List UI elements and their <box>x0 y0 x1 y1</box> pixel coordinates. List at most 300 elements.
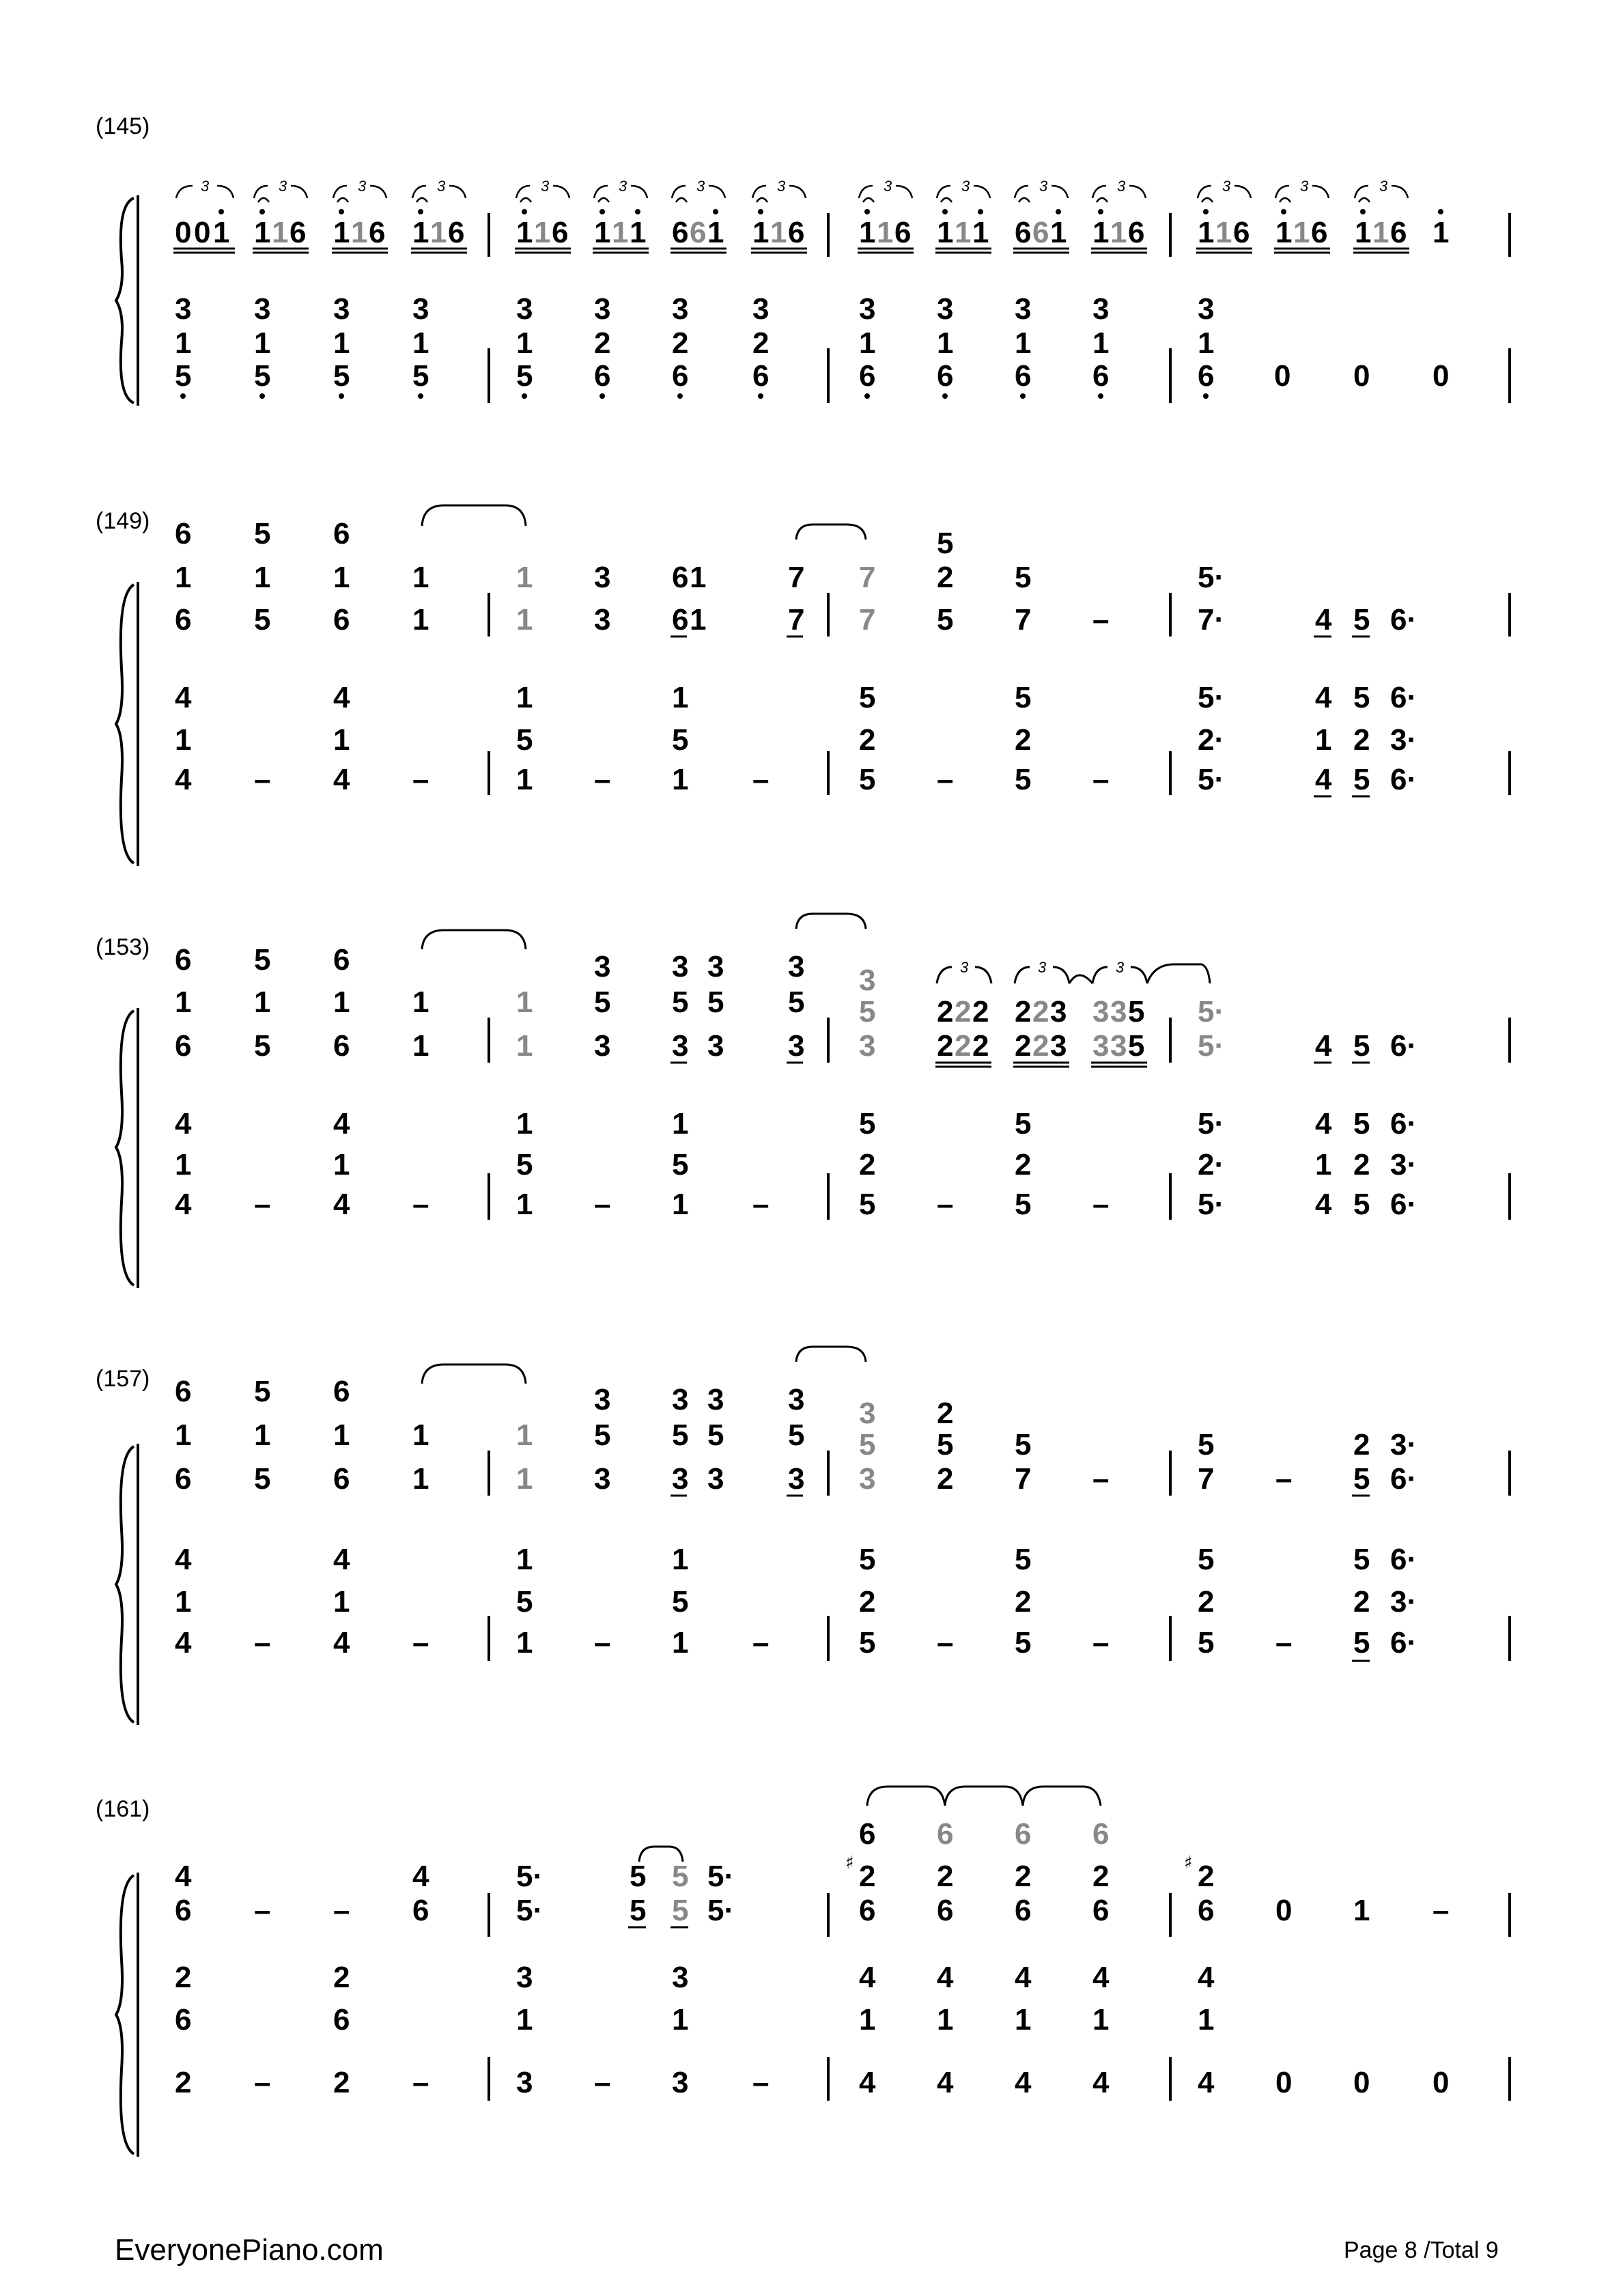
svg-text:1: 1 <box>333 1148 350 1181</box>
svg-text:5: 5 <box>672 1148 689 1181</box>
svg-text:1: 1 <box>877 216 894 249</box>
svg-text:3: 3 <box>516 1961 533 1994</box>
svg-text:5: 5 <box>594 1418 611 1452</box>
svg-text:3: 3 <box>672 950 689 983</box>
svg-text:1: 1 <box>412 1462 429 1496</box>
svg-text:2: 2 <box>1353 723 1370 757</box>
svg-text:3: 3 <box>672 1029 689 1063</box>
svg-text:1: 1 <box>516 1029 533 1063</box>
svg-text:5: 5 <box>1353 1543 1370 1576</box>
svg-text:5: 5 <box>1015 681 1032 714</box>
svg-text:1: 1 <box>516 763 533 796</box>
svg-text:3: 3 <box>412 292 429 326</box>
svg-text:1: 1 <box>859 326 876 360</box>
svg-text:6: 6 <box>1015 359 1032 393</box>
svg-text:5·: 5· <box>1198 1188 1225 1221</box>
svg-text:3: 3 <box>777 178 786 195</box>
svg-text:1: 1 <box>516 561 533 594</box>
svg-text:5: 5 <box>1198 1428 1215 1461</box>
system-149 <box>96 505 1510 866</box>
svg-text:5: 5 <box>1015 763 1032 796</box>
svg-text:1: 1 <box>412 603 429 636</box>
svg-text:5: 5 <box>175 359 192 393</box>
svg-text:7·: 7· <box>1198 603 1225 636</box>
svg-text:3: 3 <box>859 292 876 326</box>
svg-text:–: – <box>594 2066 611 2099</box>
svg-text:–: – <box>937 1188 954 1221</box>
svg-text:6·: 6· <box>1390 603 1417 636</box>
svg-text:6: 6 <box>1092 1894 1110 1927</box>
svg-text:–: – <box>1092 1626 1110 1660</box>
svg-text:2: 2 <box>175 1961 192 1994</box>
svg-text:4: 4 <box>859 2066 876 2099</box>
svg-text:6: 6 <box>1198 1894 1215 1927</box>
svg-text:4: 4 <box>1198 1961 1215 1994</box>
svg-text:3: 3 <box>1092 292 1110 326</box>
svg-text:3: 3 <box>1116 959 1125 976</box>
svg-text:1: 1 <box>516 985 533 1019</box>
svg-text:1: 1 <box>630 216 647 249</box>
svg-text:5: 5 <box>1353 1462 1370 1496</box>
svg-text:5: 5 <box>1353 603 1370 636</box>
svg-text:6·: 6· <box>1390 681 1417 714</box>
measure-number: (153) <box>96 934 150 960</box>
measure-number: (145) <box>96 113 150 139</box>
svg-text:6: 6 <box>175 1894 192 1927</box>
svg-text:4: 4 <box>175 1188 192 1221</box>
svg-text:3: 3 <box>594 1462 611 1496</box>
svg-text:6: 6 <box>859 1817 876 1851</box>
svg-text:1: 1 <box>1092 2003 1110 2036</box>
svg-text:6: 6 <box>1032 216 1049 249</box>
svg-text:2: 2 <box>859 1585 876 1619</box>
svg-text:1: 1 <box>213 216 230 249</box>
svg-text:1: 1 <box>1198 216 1215 249</box>
svg-text:5: 5 <box>937 527 954 560</box>
svg-text:3: 3 <box>1110 995 1127 1028</box>
svg-text:5: 5 <box>516 1148 533 1181</box>
svg-text:1: 1 <box>1353 1894 1370 1927</box>
svg-text:–: – <box>254 2066 271 2099</box>
svg-text:1: 1 <box>175 1418 192 1452</box>
svg-text:6: 6 <box>333 603 350 636</box>
svg-text:5: 5 <box>630 1860 647 1893</box>
svg-text:3: 3 <box>594 950 611 983</box>
svg-text:6: 6 <box>412 1894 429 1927</box>
svg-text:1: 1 <box>333 723 350 757</box>
svg-text:–: – <box>254 1626 271 1660</box>
svg-text:6: 6 <box>1198 359 1215 393</box>
svg-text:3: 3 <box>279 178 287 195</box>
svg-text:6: 6 <box>672 603 689 636</box>
svg-text:2: 2 <box>937 1397 954 1430</box>
svg-text:–: – <box>412 763 429 796</box>
svg-text:0: 0 <box>175 216 192 249</box>
svg-text:1: 1 <box>1198 326 1215 360</box>
svg-text:3: 3 <box>254 292 271 326</box>
svg-text:4: 4 <box>1315 1188 1332 1221</box>
svg-text:3: 3 <box>961 178 970 195</box>
svg-text:1: 1 <box>1293 216 1310 249</box>
svg-text:3: 3 <box>707 950 724 983</box>
svg-text:4: 4 <box>937 1961 954 1994</box>
svg-text:1: 1 <box>175 326 192 360</box>
svg-text:2: 2 <box>1198 1860 1215 1893</box>
svg-text:5: 5 <box>630 1894 647 1927</box>
svg-text:3·: 3· <box>1390 723 1417 757</box>
svg-text:4: 4 <box>333 1188 350 1221</box>
svg-text:2: 2 <box>1032 995 1049 1028</box>
svg-text:3: 3 <box>707 1462 724 1496</box>
svg-text:3·: 3· <box>1390 1585 1417 1619</box>
svg-text:4: 4 <box>175 681 192 714</box>
svg-text:2: 2 <box>937 561 954 594</box>
svg-text:1: 1 <box>672 1543 689 1576</box>
svg-text:1: 1 <box>752 216 770 249</box>
svg-text:4: 4 <box>412 1860 429 1893</box>
svg-text:1: 1 <box>175 1585 192 1619</box>
svg-text:5: 5 <box>254 1462 271 1496</box>
svg-text:5: 5 <box>1015 1543 1032 1576</box>
svg-text:2: 2 <box>1015 1029 1032 1063</box>
svg-text:7: 7 <box>788 603 805 636</box>
svg-text:5: 5 <box>516 359 533 393</box>
svg-text:7: 7 <box>1198 1462 1215 1496</box>
svg-text:2: 2 <box>672 326 689 360</box>
svg-text:5: 5 <box>672 1894 689 1927</box>
svg-text:4: 4 <box>175 1860 192 1893</box>
svg-text:4: 4 <box>175 763 192 796</box>
svg-text:5: 5 <box>859 1107 876 1140</box>
svg-text:–: – <box>254 1188 271 1221</box>
svg-text:5: 5 <box>1353 1107 1370 1140</box>
svg-text:5·: 5· <box>516 1894 544 1927</box>
svg-text:–: – <box>752 1188 770 1221</box>
svg-text:2: 2 <box>937 1029 954 1063</box>
svg-text:–: – <box>1433 1894 1450 1927</box>
svg-text:3: 3 <box>1300 178 1309 195</box>
measure-number: (161) <box>96 1796 150 1822</box>
svg-text:6: 6 <box>937 1894 954 1927</box>
svg-text:2: 2 <box>937 995 954 1028</box>
svg-text:4: 4 <box>333 763 350 796</box>
svg-text:3: 3 <box>788 950 805 983</box>
svg-text:2: 2 <box>1015 995 1032 1028</box>
svg-text:5: 5 <box>859 1428 876 1461</box>
svg-text:1: 1 <box>333 561 350 594</box>
svg-text:5: 5 <box>1353 1626 1370 1660</box>
svg-text:5·: 5· <box>1198 995 1225 1028</box>
svg-text:3: 3 <box>1039 178 1048 195</box>
svg-text:1: 1 <box>175 561 192 594</box>
svg-text:–: – <box>1092 1462 1110 1496</box>
svg-text:5: 5 <box>333 359 350 393</box>
svg-text:1: 1 <box>516 603 533 636</box>
svg-text:3: 3 <box>1015 292 1032 326</box>
svg-text:1: 1 <box>516 216 533 249</box>
system-161 <box>96 1787 1510 2157</box>
svg-text:5: 5 <box>1015 1107 1032 1140</box>
svg-text:3: 3 <box>175 292 192 326</box>
svg-text:2: 2 <box>1015 1148 1032 1181</box>
svg-text:4: 4 <box>1015 2066 1032 2099</box>
svg-text:3: 3 <box>1222 178 1231 195</box>
svg-text:0: 0 <box>1274 359 1291 393</box>
svg-text:6: 6 <box>175 1375 192 1408</box>
svg-text:5: 5 <box>254 603 271 636</box>
svg-text:6: 6 <box>1015 1817 1032 1851</box>
svg-text:2: 2 <box>1092 1860 1110 1893</box>
svg-text:1: 1 <box>1050 216 1067 249</box>
svg-text:5·: 5· <box>707 1894 735 1927</box>
svg-text:3: 3 <box>1038 959 1047 976</box>
svg-text:6: 6 <box>175 603 192 636</box>
svg-text:6·: 6· <box>1390 1188 1417 1221</box>
svg-text:3: 3 <box>672 1462 689 1496</box>
system-157 <box>96 1347 1510 1725</box>
svg-text:3: 3 <box>859 1397 876 1430</box>
svg-text:5: 5 <box>1015 1188 1032 1221</box>
svg-text:1: 1 <box>672 1188 689 1221</box>
svg-text:2: 2 <box>333 1961 350 1994</box>
svg-text:5: 5 <box>1015 561 1032 594</box>
svg-text:2: 2 <box>859 723 876 757</box>
svg-text:2: 2 <box>333 2066 350 2099</box>
svg-text:5: 5 <box>1128 1029 1145 1063</box>
svg-text:5·: 5· <box>1198 1107 1225 1140</box>
svg-text:5: 5 <box>707 985 724 1019</box>
svg-text:6: 6 <box>752 359 770 393</box>
svg-text:6: 6 <box>448 216 465 249</box>
svg-text:5: 5 <box>672 1860 689 1893</box>
svg-text:1: 1 <box>1092 216 1110 249</box>
svg-text:1: 1 <box>955 216 972 249</box>
svg-text:5: 5 <box>1353 763 1370 796</box>
svg-text:3: 3 <box>1117 178 1126 195</box>
svg-text:1: 1 <box>516 1626 533 1660</box>
svg-text:6: 6 <box>552 216 569 249</box>
svg-text:1: 1 <box>412 1418 429 1452</box>
svg-text:5: 5 <box>254 1375 271 1408</box>
svg-text:6·: 6· <box>1390 1626 1417 1660</box>
svg-text:1: 1 <box>516 681 533 714</box>
svg-text:5·: 5· <box>516 1860 544 1893</box>
svg-text:4: 4 <box>333 1626 350 1660</box>
svg-text:3: 3 <box>672 2066 689 2099</box>
svg-text:1: 1 <box>1015 2003 1032 2036</box>
svg-text:3: 3 <box>672 292 689 326</box>
svg-text:–: – <box>937 763 954 796</box>
svg-text:7: 7 <box>859 603 876 636</box>
svg-text:5: 5 <box>672 1585 689 1619</box>
svg-text:6·: 6· <box>1390 1462 1417 1496</box>
svg-text:1: 1 <box>254 985 271 1019</box>
svg-text:5: 5 <box>859 1188 876 1221</box>
svg-text:1: 1 <box>412 985 429 1019</box>
svg-text:4: 4 <box>1315 1029 1332 1063</box>
svg-text:6: 6 <box>175 943 192 977</box>
svg-text:6: 6 <box>859 359 876 393</box>
svg-text:–: – <box>937 1626 954 1660</box>
svg-text:1: 1 <box>1355 216 1372 249</box>
svg-text:1: 1 <box>254 216 271 249</box>
svg-text:3·: 3· <box>1390 1428 1417 1461</box>
svg-text:6: 6 <box>1092 359 1110 393</box>
svg-text:1: 1 <box>690 603 707 636</box>
svg-text:1: 1 <box>333 326 350 360</box>
svg-text:6: 6 <box>333 2003 350 2036</box>
svg-text:1: 1 <box>516 1462 533 1496</box>
svg-text:1: 1 <box>333 1418 350 1452</box>
svg-text:6: 6 <box>333 1375 350 1408</box>
svg-text:–: – <box>1092 763 1110 796</box>
svg-text:1: 1 <box>937 2003 954 2036</box>
svg-text:1: 1 <box>351 216 368 249</box>
svg-text:5: 5 <box>859 1543 876 1576</box>
svg-text:1: 1 <box>534 216 551 249</box>
svg-text:3: 3 <box>696 178 705 195</box>
svg-text:1: 1 <box>516 2003 533 2036</box>
svg-text:5·: 5· <box>1198 681 1225 714</box>
svg-text:–: – <box>752 1626 770 1660</box>
svg-text:1: 1 <box>1198 2003 1215 2036</box>
svg-text:5: 5 <box>1198 1543 1215 1576</box>
svg-text:4: 4 <box>1315 603 1332 636</box>
svg-text:5: 5 <box>254 359 271 393</box>
svg-text:6·: 6· <box>1390 1029 1417 1063</box>
svg-text:–: – <box>254 1894 271 1927</box>
svg-text:5: 5 <box>1128 995 1145 1028</box>
svg-text:5: 5 <box>672 1418 689 1452</box>
svg-text:3: 3 <box>859 1029 876 1063</box>
svg-text:0: 0 <box>194 216 211 249</box>
svg-text:–: – <box>412 1626 429 1660</box>
svg-text:3: 3 <box>594 561 611 594</box>
svg-text:1: 1 <box>1433 216 1450 249</box>
svg-text:6: 6 <box>672 561 689 594</box>
svg-text:1: 1 <box>254 561 271 594</box>
measure-number: (149) <box>96 508 150 534</box>
svg-text:1: 1 <box>412 1029 429 1063</box>
svg-text:1: 1 <box>1275 216 1293 249</box>
svg-text:–: – <box>594 763 611 796</box>
svg-text:1: 1 <box>333 1585 350 1619</box>
svg-text:5: 5 <box>1353 1029 1370 1063</box>
site-name: EveryonePiano.com <box>115 2233 384 2267</box>
svg-text:1: 1 <box>770 216 787 249</box>
svg-text:1: 1 <box>516 1188 533 1221</box>
svg-text:3·: 3· <box>1390 1148 1417 1181</box>
svg-text:3: 3 <box>1050 995 1067 1028</box>
svg-text:4: 4 <box>175 1543 192 1576</box>
svg-text:5: 5 <box>516 1585 533 1619</box>
svg-text:4: 4 <box>1092 1961 1110 1994</box>
svg-text:1: 1 <box>1315 723 1332 757</box>
svg-text:2: 2 <box>955 995 972 1028</box>
svg-text:3: 3 <box>1050 1029 1067 1063</box>
svg-text:1: 1 <box>707 216 724 249</box>
svg-text:2·: 2· <box>1198 1148 1225 1181</box>
svg-text:3: 3 <box>516 292 533 326</box>
svg-text:0: 0 <box>1275 2066 1293 2099</box>
measure-number: (157) <box>96 1366 150 1392</box>
svg-text:5: 5 <box>859 995 876 1028</box>
svg-text:1: 1 <box>254 326 271 360</box>
svg-text:6: 6 <box>333 943 350 977</box>
svg-text:7: 7 <box>1015 603 1032 636</box>
svg-text:1: 1 <box>1315 1148 1332 1181</box>
svg-text:5: 5 <box>672 985 689 1019</box>
svg-text:2: 2 <box>1015 1860 1032 1893</box>
svg-text:6: 6 <box>594 359 611 393</box>
svg-text:5: 5 <box>254 1029 271 1063</box>
svg-text:1: 1 <box>333 216 350 249</box>
svg-text:6: 6 <box>333 1462 350 1496</box>
svg-text:0: 0 <box>1275 1894 1293 1927</box>
svg-text:5: 5 <box>859 763 876 796</box>
svg-text:6: 6 <box>1390 216 1407 249</box>
svg-text:3: 3 <box>437 178 446 195</box>
svg-text:4: 4 <box>859 1961 876 1994</box>
svg-text:5: 5 <box>937 603 954 636</box>
svg-text:5: 5 <box>707 1418 724 1452</box>
svg-text:0: 0 <box>1433 359 1450 393</box>
svg-text:6: 6 <box>333 1029 350 1063</box>
svg-text:5: 5 <box>788 1418 805 1452</box>
svg-text:5: 5 <box>937 1428 954 1461</box>
svg-text:–: – <box>1092 603 1110 636</box>
svg-text:6: 6 <box>672 216 689 249</box>
svg-text:5: 5 <box>788 985 805 1019</box>
svg-text:1: 1 <box>672 681 689 714</box>
svg-text:6: 6 <box>175 1029 192 1063</box>
svg-text:6: 6 <box>175 2003 192 2036</box>
svg-text:3: 3 <box>788 1383 805 1416</box>
svg-text:2: 2 <box>859 1148 876 1181</box>
svg-text:–: – <box>254 763 271 796</box>
svg-text:3: 3 <box>752 292 770 326</box>
svg-text:♯: ♯ <box>1184 1853 1193 1873</box>
svg-text:1: 1 <box>412 326 429 360</box>
svg-text:2: 2 <box>937 1860 954 1893</box>
svg-text:1: 1 <box>937 326 954 360</box>
svg-text:1: 1 <box>1372 216 1389 249</box>
svg-text:3: 3 <box>619 178 627 195</box>
svg-text:3: 3 <box>960 959 969 976</box>
svg-text:5·: 5· <box>707 1860 735 1893</box>
svg-text:1: 1 <box>254 1418 271 1452</box>
page-number: Page 8 /Total 9 <box>1344 2237 1499 2263</box>
svg-text:2: 2 <box>972 995 989 1028</box>
svg-text:3: 3 <box>707 1383 724 1416</box>
svg-text:5: 5 <box>254 943 271 977</box>
svg-text:2: 2 <box>1032 1029 1049 1063</box>
svg-text:5: 5 <box>516 723 533 757</box>
svg-text:6: 6 <box>1092 1817 1110 1851</box>
svg-text:6·: 6· <box>1390 1543 1417 1576</box>
svg-text:2: 2 <box>1198 1585 1215 1619</box>
svg-text:3: 3 <box>1379 178 1388 195</box>
svg-text:3: 3 <box>594 603 611 636</box>
svg-text:1: 1 <box>272 216 289 249</box>
svg-text:3: 3 <box>937 292 954 326</box>
svg-text:5: 5 <box>412 359 429 393</box>
svg-text:1: 1 <box>672 1626 689 1660</box>
svg-text:2: 2 <box>859 1860 876 1893</box>
svg-text:4: 4 <box>175 1107 192 1140</box>
svg-text:2: 2 <box>175 2066 192 2099</box>
svg-text:6: 6 <box>1233 216 1250 249</box>
